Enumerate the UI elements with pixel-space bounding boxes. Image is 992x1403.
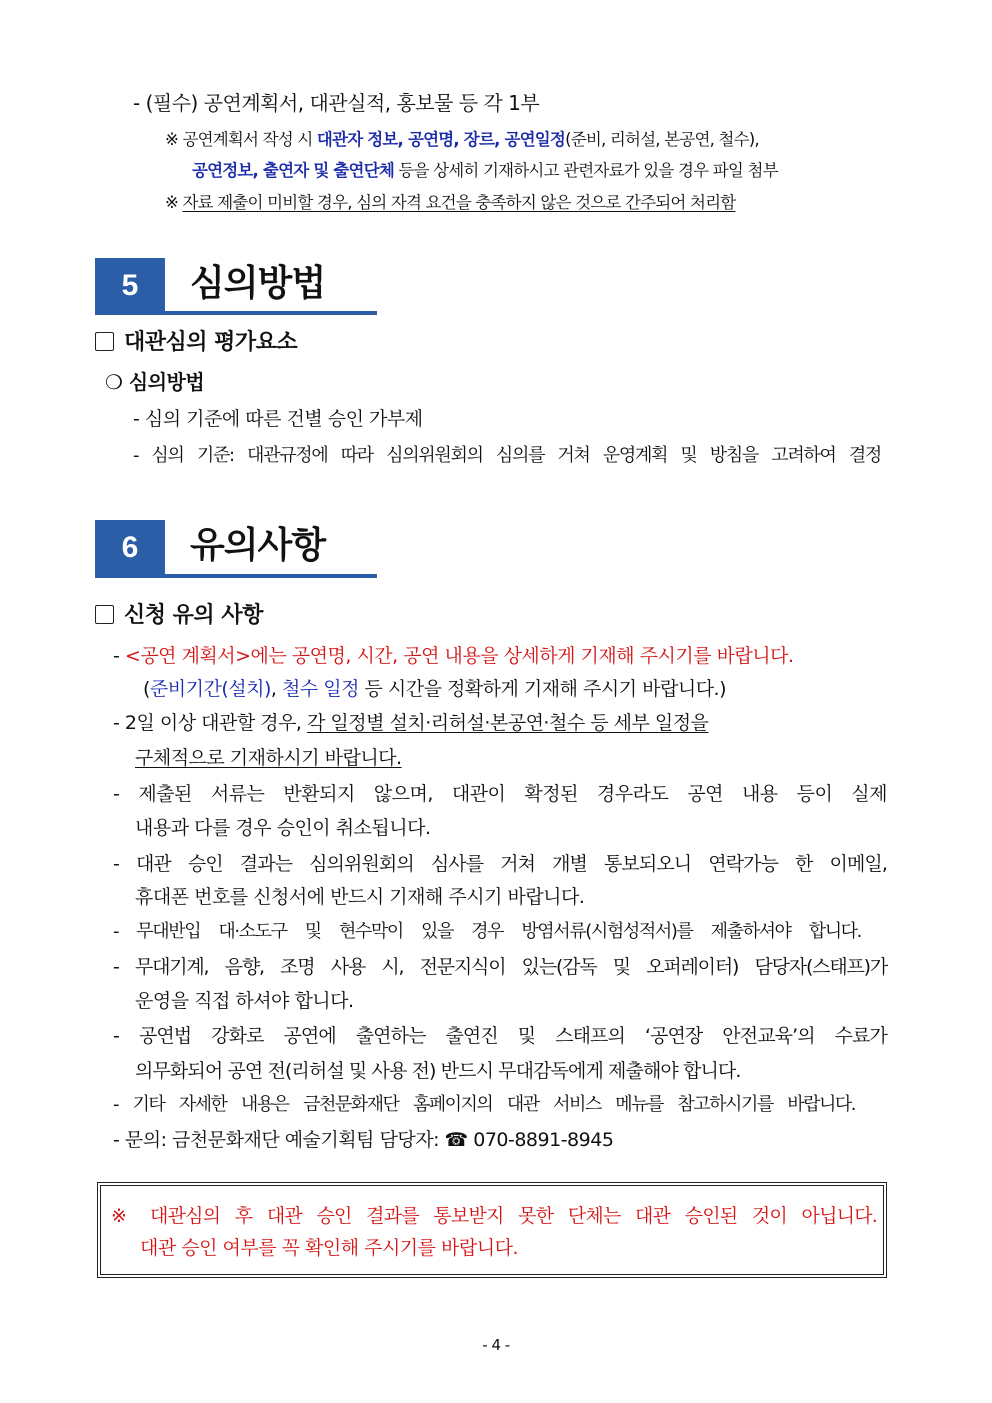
note-text: 등을 상세히 기재하시고 관련자료가 있을 경우 파일 첨부 (393, 161, 778, 180)
notice-item-continued: 구체적으로 기재하시기 바랍니다. (135, 747, 402, 769)
notice-item: - 대관 승인 결과는 심의위원회의 심사를 거쳐 개별 통보되오니 연락가능 한 이메일, (113, 853, 887, 875)
plan-note (165, 128, 759, 152)
section-6-heading (95, 604, 263, 628)
notice-line: ※ 대관심의 후 대관 승인 결과를 통보받지 못한 단체는 대관 승인된 것이 아닙니다. (111, 1205, 877, 1227)
blue-emphasis: 준비기간(설치) (149, 678, 271, 700)
notice-item-continued: 휴대폰 번호를 신청서에 반드시 기재해 주시기 바랍니다. (135, 886, 585, 908)
note-emphasis: 대관자 정보, 공연명, 장르, 공연일정 (316, 130, 566, 149)
text: - 2일 이상 대관할 경우, (113, 712, 308, 734)
section-5-heading (95, 331, 297, 355)
dash: - (113, 645, 125, 667)
paren: ( (143, 678, 150, 700)
blue-emphasis: 철수 일정 (281, 678, 359, 700)
note-text: ※ 공연계획서 작성 시 (165, 130, 317, 149)
heading-text: 신청 유의 사항 (124, 603, 263, 628)
notice-item: - 공연법 강화로 공연에 출연하는 출연진 및 스태프의 ‘공연장 안전교육’의 수료가 (113, 1025, 887, 1047)
notice-item-continued: 내용과 다를 경우 승인이 취소됩니다. (135, 817, 431, 839)
notice-item: - 기타 자세한 내용은 금천문화재단 홈페이지의 대관 서비스 메뉴를 참고하시기를 바랍니다. (113, 1094, 855, 1115)
approval-notice-box (97, 1182, 887, 1278)
notice-item (113, 644, 794, 668)
notice-item (113, 711, 708, 735)
section-5-divider (95, 311, 377, 315)
red-emphasis: <공연 계획서>에는 공연명, 시간, 공연 내용을 상세하게 기재해 주시기를 바랍니다. (124, 645, 794, 667)
notice-line: 대관 승인 여부를 꼭 확인해 주시기를 바랍니다. (140, 1237, 519, 1259)
section-5-title: 심의방법 (190, 263, 326, 304)
reference-mark: ※ (165, 193, 183, 212)
heading-text: 대관심의 평가요소 (124, 330, 298, 355)
submission-warning (165, 191, 735, 215)
notice-item: - 제출된 서류는 반환되지 않으며, 대관이 확정된 경우라도 공연 내용 등이 실제 (113, 783, 887, 805)
section-6-divider (95, 574, 377, 578)
notice-item-continued: 운영을 직접 하셔야 합니다. (135, 990, 354, 1012)
text: 등 시간을 정확하게 기재해 주시기 바랍니다.) (358, 678, 726, 700)
separator: , (270, 678, 282, 700)
checkbox-icon (95, 605, 114, 624)
underlined-text: 각 일정별 설치·리허설·본공연·철수 등 세부 일정을 (307, 712, 709, 734)
checkbox-icon (95, 332, 114, 351)
note-emphasis: 공연정보, 출연자 및 출연단체 (192, 161, 394, 180)
notice-item-continued (143, 677, 726, 701)
plan-note-continued (192, 159, 778, 183)
section-5-number: 5 (95, 258, 165, 313)
criteria-item: - 심의 기준에 따른 건별 승인 가부제 (133, 408, 423, 430)
note-text: (준비, 리허설, 본공연, 철수), (565, 130, 759, 149)
section-6-title: 유의사항 (190, 525, 326, 566)
notice-item: - 무대반입 대·소도구 및 현수막이 있을 경우 방염서류(시험성적서)를 제출하셔야 합니다. (113, 921, 861, 942)
criteria-item: - 심의 기준: 대관규정에 따라 심의위원회의 심의를 거쳐 운영계획 및 방침을 고려하여 결정 (133, 445, 881, 466)
required-docs-line: - (필수) 공연계획서, 대관실적, 홍보물 등 각 1부 (133, 91, 540, 115)
notice-item: - 무대기계, 음향, 조명 사용 시, 전문지식이 있는(감독 및 오퍼레이터) 담당자(스태프)가 (113, 956, 887, 978)
contact-line: - 문의: 금천문화재단 예술기획팀 담당자: ☎ 070-8891-8945 (113, 1129, 614, 1151)
page-number: - 4 - (482, 1336, 510, 1354)
warning-text: 자료 제출이 미비할 경우, 심의 자격 요건을 충족하지 않은 것으로 간주되어 처리함 (182, 193, 736, 212)
section-5-subheading: ❍ 심의방법 (105, 370, 205, 394)
notice-item-continued: 의무화되어 공연 전(리허설 및 사용 전) 반드시 무대감독에게 제출해야 합니다. (135, 1060, 741, 1082)
section-6-number: 6 (95, 520, 165, 575)
